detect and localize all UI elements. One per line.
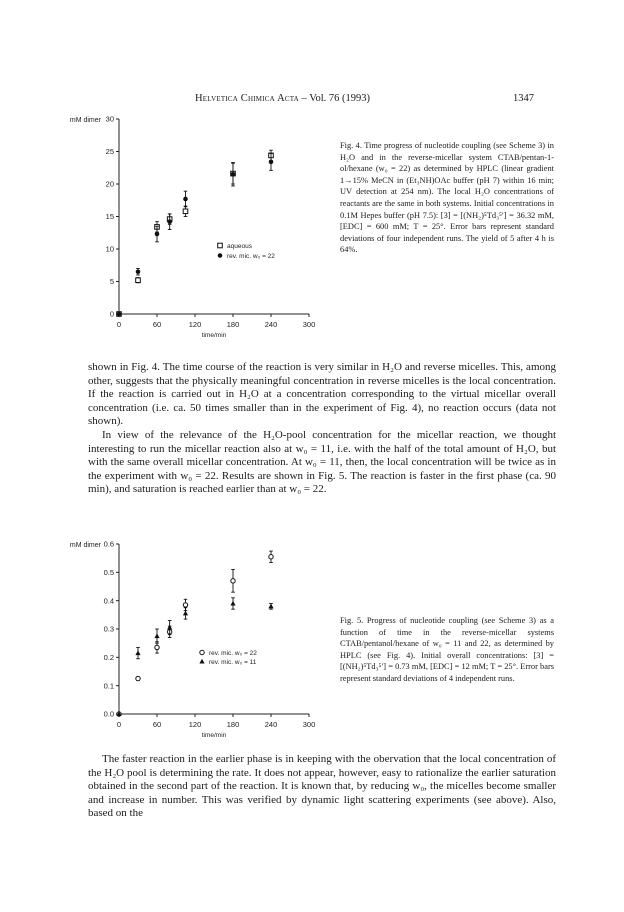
legend-marker bbox=[200, 650, 204, 654]
x-tick-label: 180 bbox=[226, 720, 240, 729]
fig5-chart bbox=[52, 538, 332, 746]
legend-label: rev. mic. w₀ = 22 bbox=[227, 253, 275, 260]
y-tick-label: 30 bbox=[105, 114, 114, 124]
y-tick-label: 10 bbox=[105, 244, 114, 254]
x-tick-label: 240 bbox=[264, 320, 278, 329]
data-point bbox=[136, 676, 140, 680]
data-point bbox=[155, 645, 159, 649]
x-tick-label: 180 bbox=[226, 320, 240, 329]
page-number: 1347 bbox=[513, 93, 534, 104]
y-tick-label: 15 bbox=[105, 212, 114, 222]
x-tick-label: 60 bbox=[152, 720, 162, 729]
x-axis-label: time/min bbox=[201, 332, 227, 339]
data-point bbox=[183, 611, 188, 616]
paragraph-2: In view of the relevance of the H₂O-pool concentration for the micellar reaction, we thought interesting to run the micellar reaction also at w₀ = 11, i.e. with the half of the total amount of H₂O, but with the same overall micellar concentration. At w₀ = 11, then, the local concentration will be twice as in the experiment with w₀ = 22. Results are shown in Fig. 5. The reaction is faster in the first phase (ca. 90 min), and saturation is reached earlier than at w₀ = 22. bbox=[88, 428, 556, 496]
data-point bbox=[183, 209, 188, 214]
data-point bbox=[155, 232, 160, 237]
y-tick-label: 0.6 bbox=[103, 539, 114, 549]
y-tick-label: 0.2 bbox=[103, 652, 114, 662]
y-tick-label: 0.5 bbox=[103, 567, 114, 577]
data-point bbox=[183, 603, 187, 607]
y-axis-label: mM dimer bbox=[69, 542, 101, 549]
data-point bbox=[231, 579, 235, 583]
fig4-caption: Fig. 4. Time progress of nucleotide coupling (see Scheme 3) in H₂O and in the reverse-micellar system CTAB/pentan-1-ol/hexane (w₀ = 22) as determined by HPLC (linear gradient 1→15% MeCN in (Et₃NH)OAc buffer (pH 7) within 16 min; UV detection at 254 nm). The local H₂O concentrations of reactants are the same in both systems. Initial concentrations in 0.1M Hepes buffer (pH 7.5): [3] = [(NH₂)⁵Td₃⁵′] = 36.32 mM, [EDC] = 600 mM; T = 25°. Error bars represent standard deviations of four independent runs. The yield of 5 after 4 h is 64%. bbox=[340, 141, 554, 255]
legend-label: rev. mic. w₀ = 22 bbox=[209, 650, 257, 657]
x-tick-label: 60 bbox=[152, 320, 162, 329]
x-tick-label: 0 bbox=[116, 720, 122, 729]
y-tick-label: 0.4 bbox=[103, 596, 114, 606]
x-tick-label: 0 bbox=[116, 320, 122, 329]
y-tick-label: 25 bbox=[105, 147, 114, 157]
y-tick-label: 0 bbox=[109, 309, 114, 319]
x-tick-label: 120 bbox=[188, 320, 202, 329]
legend-label: aqueous bbox=[227, 243, 252, 250]
data-point bbox=[135, 650, 140, 655]
legend-marker bbox=[218, 253, 223, 258]
data-point bbox=[231, 172, 236, 177]
y-tick-label: 0.3 bbox=[103, 624, 114, 634]
data-point bbox=[268, 604, 273, 609]
legend-marker bbox=[199, 659, 204, 664]
y-tick-label: 5 bbox=[109, 277, 114, 287]
y-tick-label: 20 bbox=[105, 179, 114, 189]
x-tick-label: 120 bbox=[188, 720, 202, 729]
data-point bbox=[269, 160, 274, 165]
legend-marker bbox=[218, 243, 223, 248]
data-point bbox=[136, 278, 141, 283]
paragraph-1: shown in Fig. 4. The time course of the reaction is very similar in H₂O and reverse micelles. This, among other, suggests that the physically meaningful concentration in reverse micelles is the local concentration. If the reaction is carried out in H₂O at a concentration corresponding to the virtual micellar overall concentration (i.e. ca. 50 times smaller than in the experiment of Fig. 4), no reaction occurs (data not shown). bbox=[88, 361, 556, 428]
fig5-caption: Fig. 5. Progress of nucleotide coupling (see Scheme 3) as a function of time in the reverse-micellar systems CTAB/pentanol/hexane of w₀ = 11 and 22, as determined by HPLC (see Fig. 4). Initial overall concentrations: [3] = [(NH₂)⁵Td₃⁵′] = 0.73 mM, [EDC] = 12 mM; T = 25°. Error bars represent standard deviations of 4 independent runs. bbox=[340, 616, 554, 683]
data-point bbox=[167, 219, 172, 224]
journal-name: Helvetica Chimica Acta bbox=[195, 93, 299, 104]
data-point bbox=[230, 601, 235, 606]
body-text-1 bbox=[88, 361, 556, 497]
body-text-2 bbox=[88, 753, 556, 821]
journal-volume: Vol. 76 (1993) bbox=[309, 93, 370, 104]
data-point bbox=[154, 633, 159, 638]
legend-label: rev. mic. w₀ = 11 bbox=[209, 659, 257, 666]
data-point bbox=[117, 312, 122, 317]
x-axis-label: time/min bbox=[201, 732, 227, 739]
x-tick-label: 300 bbox=[302, 320, 316, 329]
data-point bbox=[136, 269, 141, 274]
running-header: Helvetica Chimica Acta – Vol. 76 (1993) bbox=[195, 93, 370, 104]
data-point bbox=[183, 197, 188, 202]
x-tick-label: 300 bbox=[302, 720, 316, 729]
data-point bbox=[269, 555, 273, 559]
y-tick-label: 0.0 bbox=[103, 709, 114, 719]
x-tick-label: 240 bbox=[264, 720, 278, 729]
paragraph-3: The faster reaction in the earlier phase is in keeping with the obervation that the local concentration of the H₂O pool is determining the rate. It does not appear, however, easy to rationalize the earlier saturation obtained in the second part of the reaction. It is known that, by reducing w₀, the micelles become smaller and increase in number. This was verified by dynamic light scattering experiments (see above). Also, based on the bbox=[88, 753, 556, 820]
data-point bbox=[167, 625, 172, 630]
fig4-chart bbox=[52, 110, 332, 358]
y-tick-label: 0.1 bbox=[103, 681, 114, 691]
y-axis-label: mM dimer bbox=[69, 117, 101, 124]
